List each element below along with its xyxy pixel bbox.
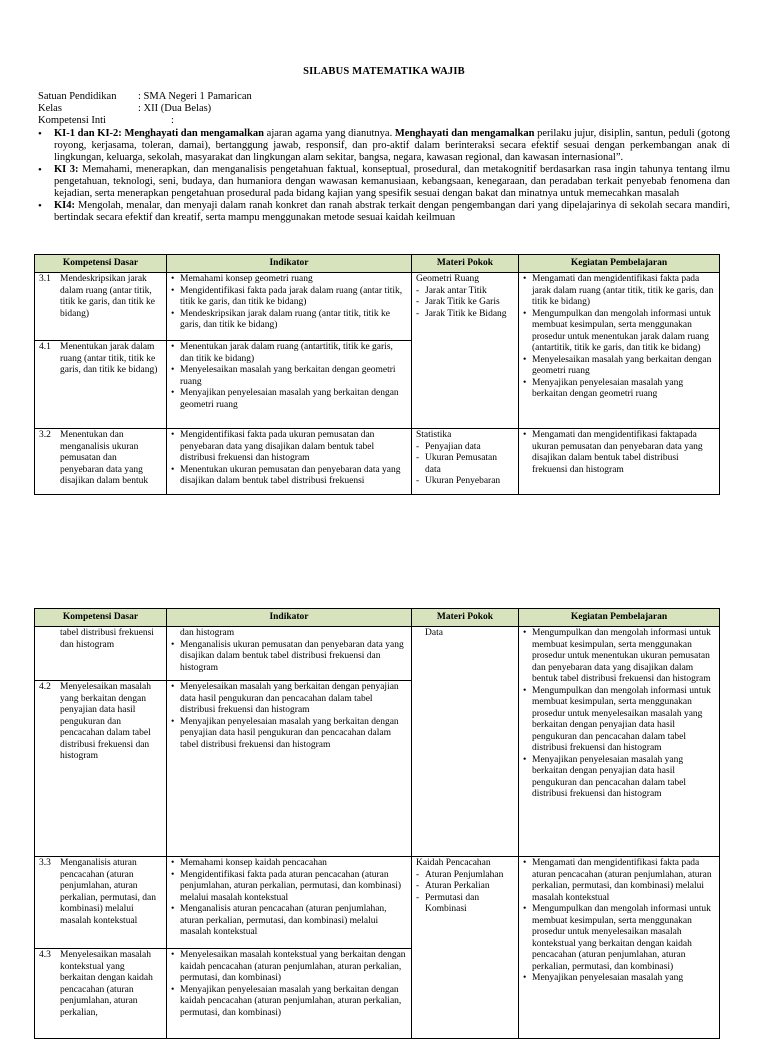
kd-text: Menyelesaikan masalah kontekstual yang berkaitan dengan kaidah pencacahan (aturan penjumlahan, aturan perkalian, (60, 950, 153, 1018)
kd-cell (35, 627, 167, 681)
kd-cell (35, 341, 167, 429)
header-materi-pokok: Materi Pokok (412, 255, 519, 273)
syllabus-table-2 (34, 608, 720, 1039)
indikator-cell (167, 949, 412, 1039)
kd-number: 4.3 (39, 950, 51, 960)
list-item: • Memahami konsep kaidah pencacahan (171, 858, 407, 870)
list-item: • Menyajikan penyelesaian masalah yang berkaitan dengan penyajian data hasil pengukuran dan pencacahan dalam tabel distribusi frekuensi dan histogram (523, 755, 715, 801)
list-item: • Mengumpulkan dan mengolah informasi untuk membuat kesimpulan, serta menggunakan prosedur untuk menyelesaikan masalah kontekstual yang berkaitan dengan kaidah pencacahan (aturan penjumlahan, aturan perkalian, permutasi, dan kombinasi) (523, 904, 715, 973)
list-item: • Menyelesaikan masalah yang berkaitan dengan geometri ruang (523, 355, 715, 378)
list-item: • Mengidentifikasi fakta pada aturan pencacahan (aturan penjumlahan, aturan perkalian, permutasi, dan kombinasi) melalui masalah kontekstual (171, 870, 407, 905)
kd-number: 4.2 (39, 682, 51, 692)
meta-label: Kompetensi Inti (38, 115, 106, 126)
list-item: • Mengumpulkan dan mengolah informasi untuk membuat kesimpulan, serta menggunakan prosedur untuk menentukan ukuran pemusatan dan penyebaran data yang disajikan dalam bentuk tabel distribusi frekuensi dan histogram (523, 628, 715, 686)
header-kompetensi-dasar: Kompetensi Dasar (35, 609, 167, 627)
ki-text: ajaran agama yang dianutnya. (264, 128, 395, 139)
ki-label: KI-1 dan KI-2: Menghayati dan mengamalkan (54, 128, 264, 139)
kd-cell (35, 681, 167, 857)
table-header-row (35, 609, 720, 627)
kd-number: 4.1 (39, 342, 51, 352)
kegiatan-cell (519, 627, 720, 857)
header-kegiatan-pembelajaran: Kegiatan Pembelajaran (519, 255, 720, 273)
list-item: • Mendeskripsikan jarak dalam ruang (antar titik, titik ke garis, dan titik ke bidang) (171, 309, 407, 332)
list-item: • Mengamati dan mengidentifikasi fakta pada jarak dalam ruang (antar titik, titik ke garis, dan titik ke bidang) (523, 274, 715, 309)
header-kompetensi-dasar: Kompetensi Dasar (35, 255, 167, 273)
list-item: - Permutasi dan Kombinasi (416, 893, 514, 916)
kd-cell (35, 273, 167, 341)
materi-cell (412, 429, 519, 495)
header-indikator: Indikator (167, 255, 412, 273)
list-item: • Memahami konsep geometri ruang (171, 274, 407, 286)
materi-title: Geometri Ruang (416, 274, 480, 284)
indikator-cell (167, 627, 412, 681)
list-item: • Menyajikan penyelesaian masalah yang berkaitan dengan kaidah pencacahan (aturan penjumlahan, aturan perkalian, permutasi, dan kombinasi) (171, 985, 407, 1020)
kd-cell (35, 857, 167, 949)
list-item: • Mengumpulkan dan mengolah informasi untuk membuat kesimpulan, serta menggunakan prosedur untuk menyelesaikan masalah yang berkaitan dengan penyajian data hasil pengukuran dan pencacahan dalam tabel distribusi frekuensi dan histogram (523, 686, 715, 755)
materi-continuation: Data (425, 628, 443, 638)
meta-label: Kelas (38, 103, 62, 114)
list-item: - Jarak Titik ke Garis (416, 297, 514, 309)
ki-emphasis: Menghayati dan mengamalkan (394, 128, 535, 139)
kd-text: Menganalisis aturan pencacahan (aturan penjumlahan, aturan perkalian, permutasi, dan kombinasi) melalui masalah kontekstual (60, 858, 157, 926)
kd-number: 3.1 (39, 274, 51, 284)
ki-label: KI4: (54, 200, 75, 211)
materi-title: Statistika (416, 430, 452, 440)
list-item: • Menganalisis ukuran pemusatan dan penyebaran data yang disajikan dalam bentuk tabel distribusi frekuensi dan histogram (171, 640, 407, 675)
list-item: - Penyajian data (416, 442, 514, 454)
materi-cell (412, 857, 519, 1039)
kd-text: tabel distribusi frekuensi dan histogram (60, 628, 154, 650)
kompetensi-inti-list (38, 128, 730, 224)
kegiatan-cell (519, 273, 720, 429)
list-item: - Ukuran Pemusatan data (416, 453, 514, 476)
list-item: • Menyelesaikan masalah kontekstual yang berkaitan dengan kaidah pencacahan (aturan penjumlahan, aturan perkalian, permutasi, dan kombinasi) (171, 950, 407, 985)
list-item: • Menyajikan penyelesaian masalah yang berkaitan dengan penyajian data hasil pengukuran dan pencacahan dalam tabel distribusi frekuensi dan histogram (171, 717, 407, 752)
indikator-continuation: dan histogram (180, 628, 235, 638)
kd-text: Mendeskripsikan jarak dalam ruang (antar titik, titik ke garis, dan titik ke bidang) (60, 274, 155, 319)
meta-label: Satuan Pendidikan (38, 91, 117, 102)
table-row (35, 627, 720, 681)
list-item: • Menyajikan penyelesaian masalah yang berkaitan dengan geometri ruang (523, 378, 715, 401)
list-item: • Menyelesaikan masalah yang berkaitan dengan geometri ruang (171, 365, 407, 388)
indikator-cell (167, 429, 412, 495)
materi-cell (412, 627, 519, 857)
list-item: • Mengumpulkan dan mengolah informasi untuk membuat kesimpulan, serta menggunakan prosedur untuk menentukan jarak dalam ruang (antartitik, titik ke garis, dan titik ke bidang) (523, 309, 715, 355)
meta-value: : SMA Negeri 1 Pamarican (138, 91, 252, 102)
list-item: - Aturan Penjumlahan (416, 870, 514, 882)
list-item: • Mengidentifikasi fakta pada jarak dalam ruang (antar titik, titik ke garis, dan titik ke bidang) (171, 286, 407, 309)
kd-number: 3.3 (39, 858, 51, 868)
materi-cell (412, 273, 519, 429)
list-item: - Aturan Perkalian (416, 881, 514, 893)
kd-text: Menentukan jarak dalam ruang (antar titik, titik ke garis, dan titik ke bidang) (60, 342, 158, 375)
header-kegiatan-pembelajaran: Kegiatan Pembelajaran (519, 609, 720, 627)
kd-number (39, 628, 60, 651)
meta-value: : XII (Dua Belas) (138, 103, 212, 114)
list-item: - Jarak Titik ke Bidang (416, 309, 514, 321)
list-item: • Menyajikan penyelesaian masalah yang berkaitan dengan geometri ruang (171, 388, 407, 411)
table-row (35, 429, 720, 495)
ki-text: Memahami, menerapkan, dan menganalisis pengetahuan faktual, konseptual, prosedural, dan metakognitif berdasarkan rasa ingin tahunya tentang ilmu pengetahuan, teknologi, seni, budaya, dan humaniora dengan wawasan kemanusiaan, kebangsaan, kenegaraan, dan peradaban terkait penyebab fenomena dan kejadian, serta menerapkan pengetahuan prosedural pada bidang kajian yang spesifik sesuai dengan bakat dan minatnya untuk memecahkan masalah (54, 164, 731, 199)
list-item: • Menyelesaikan masalah yang berkaitan dengan penyajian data hasil pengukuran dan pencacahan dalam tabel distribusi frekuensi dan histogram (171, 682, 407, 717)
header-materi-pokok: Materi Pokok (412, 609, 519, 627)
ki-1-2-item (38, 128, 730, 164)
list-item: • Menentukan jarak dalam ruang (antartitik, titik ke garis, dan titik ke bidang) (171, 342, 407, 365)
kd-cell (35, 429, 167, 495)
kegiatan-cell (519, 857, 720, 1039)
ki-3-item (38, 164, 730, 200)
kd-cell (35, 949, 167, 1039)
materi-title: Kaidah Pencacahan (416, 858, 491, 868)
list-item: • Mengidentifikasi fakta pada ukuran pemusatan dan penyebaran data yang disajikan dalam bentuk tabel distribusi frekuensi dan histogram (171, 430, 407, 465)
list-item: • Menganalisis aturan pencacahan (aturan penjumlahan, aturan perkalian, permutasi, dan kombinasi) melalui masalah kontekstual (171, 904, 407, 939)
table-row (35, 273, 720, 341)
syllabus-table-1 (34, 254, 720, 495)
indikator-cell (167, 857, 412, 949)
document-title: SILABUS MATEMATIKA WAJIB (303, 66, 465, 77)
kegiatan-cell (519, 429, 720, 495)
meta-row-satuan (38, 91, 252, 103)
list-item: • Mengamati dan mengidentifikasi faktapada ukuran pemusatan dan penyebaran data yang disajikan dalam bentuk tabel distribusi frekuensi dan histogram (523, 430, 715, 476)
table-header-row (35, 255, 720, 273)
kd-text: Menyelesaikan masalah yang berkaitan dengan penyajian data hasil pengukuran dan pencacahan dalam tabel distribusi frekuensi dan histogram (60, 682, 152, 761)
list-item: • Mengamati dan mengidentifikasi fakta pada aturan pencacahan (aturan penjumlahan, aturan perkalian, permutasi, dan kombinasi) melalui masalah kontekstual (523, 858, 715, 904)
identity-block (38, 91, 252, 127)
ki-text: Mengolah, menalar, dan menyaji dalam ranah konkret dan ranah abstrak terkait dengan pengembangan dari yang dipelajarinya di sekolah secara mandiri, bertindak secara efektif dan kreatif, serta mampu menggunakan metode sesuai kaidah keilmuan (54, 200, 730, 223)
list-item: - Ukuran Penyebaran (416, 476, 514, 488)
table-row (35, 857, 720, 949)
list-item: - Jarak antar Titik (416, 286, 514, 298)
indikator-cell (167, 273, 412, 341)
indikator-cell (167, 681, 412, 857)
meta-value: : (171, 115, 174, 126)
kd-text: Menentukan dan menganalisis ukuran pemusatan dan penyebaran data yang disajikan dalam bentuk (60, 430, 149, 486)
meta-row-kelas (38, 103, 252, 115)
meta-row-ki (38, 115, 252, 127)
header-indikator: Indikator (167, 609, 412, 627)
ki-label: KI 3: (54, 164, 79, 175)
ki-text: perilaku jujur, disiplin, santun, peduli (gotong royong, kerjasama, toleran, damai), bertanggung jawab, responsif, dan pro-aktif dalam berinteraksi secara efektif sesuai dengan perkembangan anak di lingkungan, keluarga, sekolah, masyarakat dan lingkungan alam sekitar, bangsa, negara, kawasan regional, dan kawasan internasional”. (54, 128, 731, 163)
indikator-cell (167, 341, 412, 429)
kd-number: 3.2 (39, 430, 51, 440)
ki-4-item (38, 200, 730, 224)
list-item: • Menentukan ukuran pemusatan dan penyebaran data yang disajikan dalam bentuk tabel distribusi frekuensi (171, 465, 407, 488)
list-item: • Menyajikan penyelesaian masalah yang (523, 973, 715, 985)
